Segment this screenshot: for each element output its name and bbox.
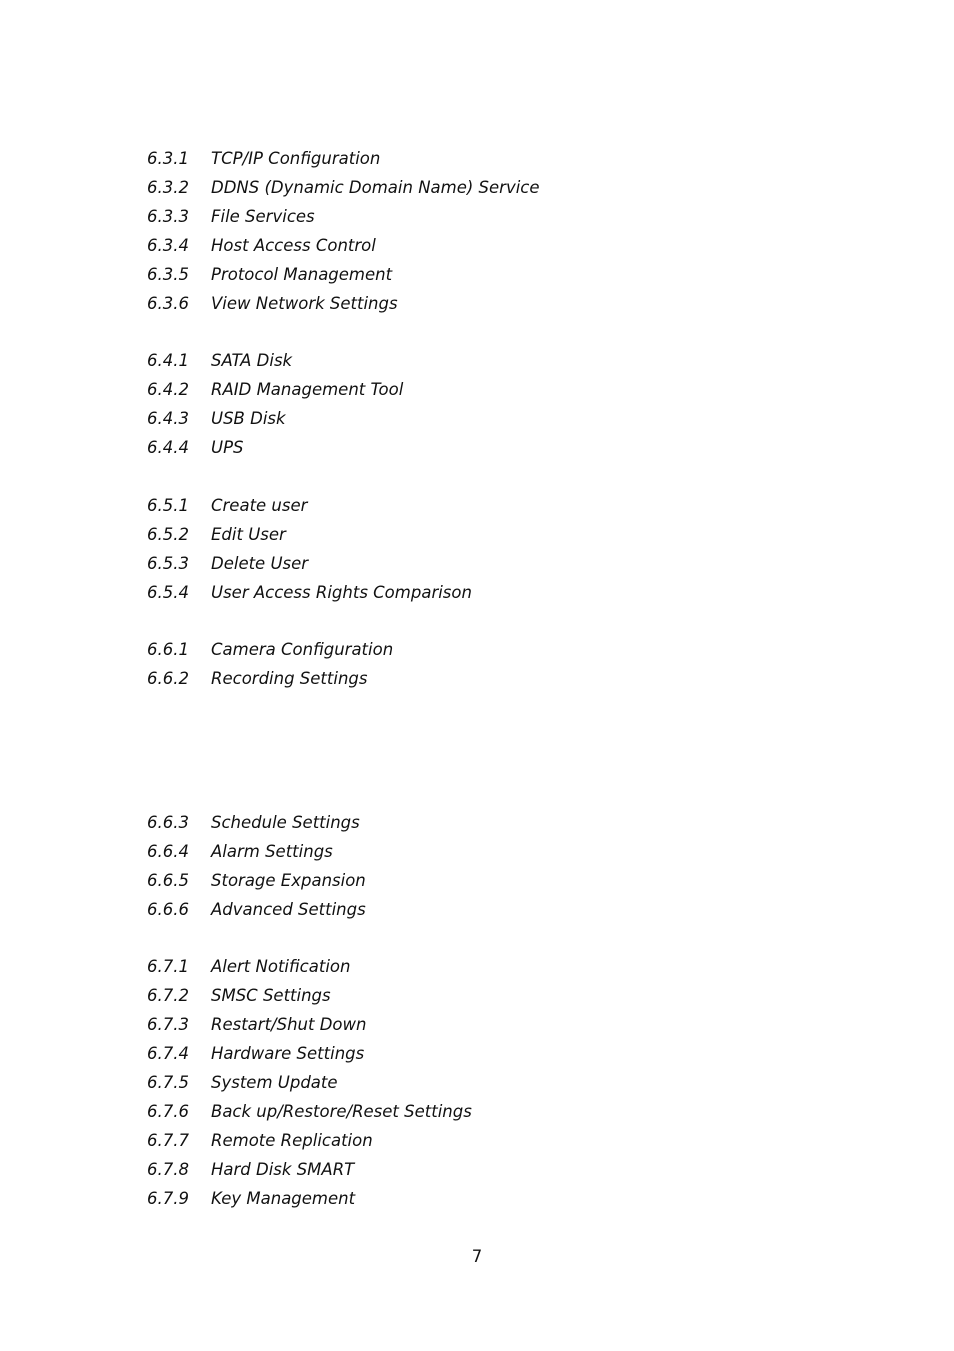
toc-entry-title: User Access Rights Comparison bbox=[211, 583, 472, 602]
toc-entry-title: Back up/Restore/Reset Settings bbox=[211, 1102, 472, 1121]
toc-entry bbox=[147, 1155, 472, 1184]
toc-entry-title: USB Disk bbox=[211, 409, 286, 428]
toc-entry-title: File Services bbox=[211, 207, 315, 226]
toc-entry bbox=[147, 664, 393, 693]
toc-entry-number: 6.4.4 bbox=[147, 438, 189, 457]
toc-entry-title: Host Access Control bbox=[211, 236, 376, 255]
toc-entry-number: 6.6.2 bbox=[147, 669, 189, 688]
toc-entry bbox=[147, 491, 472, 520]
toc-entry bbox=[147, 202, 540, 231]
toc-entry-title: Restart/Shut Down bbox=[211, 1015, 367, 1034]
toc-entry-title: Delete User bbox=[211, 554, 309, 573]
toc-group-6-3 bbox=[147, 144, 540, 318]
toc-entry-number: 6.6.6 bbox=[147, 900, 189, 919]
toc-entry-number: 6.3.2 bbox=[147, 178, 189, 197]
toc-entry-number: 6.3.6 bbox=[147, 294, 189, 313]
toc-entry bbox=[147, 346, 403, 375]
toc-entry bbox=[147, 895, 366, 924]
toc-entry-title: Key Management bbox=[211, 1189, 356, 1208]
toc-entry bbox=[147, 231, 540, 260]
toc-entry-title: Advanced Settings bbox=[211, 900, 366, 919]
toc-entry-number: 6.5.1 bbox=[147, 496, 189, 515]
toc-group-6-4 bbox=[147, 346, 403, 462]
toc-entry-number: 6.6.4 bbox=[147, 842, 189, 861]
toc-entry-number: 6.5.3 bbox=[147, 554, 189, 573]
toc-entry bbox=[147, 404, 403, 433]
toc-entry-title: Hardware Settings bbox=[211, 1044, 365, 1063]
toc-entry-title: SATA Disk bbox=[211, 351, 293, 370]
toc-entry-title: Create user bbox=[211, 496, 308, 515]
toc-entry-title: Schedule Settings bbox=[211, 813, 360, 832]
toc-entry bbox=[147, 808, 366, 837]
toc-entry-number: 6.5.4 bbox=[147, 583, 189, 602]
toc-entry-title: Alert Notification bbox=[211, 957, 351, 976]
toc-entry bbox=[147, 520, 472, 549]
toc-entry-title: Edit User bbox=[211, 525, 286, 544]
toc-entry-title: UPS bbox=[211, 438, 244, 457]
toc-entry-title: Alarm Settings bbox=[211, 842, 333, 861]
toc-entry-number: 6.6.1 bbox=[147, 640, 189, 659]
toc-group-6-7 bbox=[147, 952, 472, 1213]
toc-entry-number: 6.4.3 bbox=[147, 409, 189, 428]
toc-entry-number: 6.7.6 bbox=[147, 1102, 189, 1121]
toc-entry-title: Hard Disk SMART bbox=[211, 1160, 355, 1179]
toc-entry-number: 6.7.4 bbox=[147, 1044, 189, 1063]
toc-entry-number: 6.7.7 bbox=[147, 1131, 189, 1150]
toc-entry-number: 6.3.1 bbox=[147, 149, 189, 168]
page-number: 7 bbox=[471, 1247, 483, 1266]
toc-entry bbox=[147, 549, 472, 578]
toc-entry-title: Remote Replication bbox=[211, 1131, 373, 1150]
toc-entry-title: Storage Expansion bbox=[211, 871, 366, 890]
toc-entry bbox=[147, 837, 366, 866]
toc-entry-number: 6.7.1 bbox=[147, 957, 189, 976]
toc-entry bbox=[147, 1039, 472, 1068]
toc-entry-number: 6.7.2 bbox=[147, 986, 189, 1005]
toc-entry bbox=[147, 173, 540, 202]
toc-entry-title: SMSC Settings bbox=[211, 986, 331, 1005]
toc-entry-number: 6.7.8 bbox=[147, 1160, 189, 1179]
toc-entry-title: System Update bbox=[211, 1073, 338, 1092]
toc-entry bbox=[147, 866, 366, 895]
toc-entry-number: 6.4.1 bbox=[147, 351, 189, 370]
toc-entry-number: 6.7.5 bbox=[147, 1073, 189, 1092]
toc-entry-number: 6.7.3 bbox=[147, 1015, 189, 1034]
toc-entry-number: 6.3.5 bbox=[147, 265, 189, 284]
toc-entry bbox=[147, 433, 403, 462]
toc-entry-title: View Network Settings bbox=[211, 294, 398, 313]
toc-entry bbox=[147, 1010, 472, 1039]
toc-group-6-6a bbox=[147, 635, 393, 693]
toc-entry-number: 6.7.9 bbox=[147, 1189, 189, 1208]
toc-entry bbox=[147, 289, 540, 318]
toc-entry bbox=[147, 1068, 472, 1097]
toc-entry bbox=[147, 578, 472, 607]
toc-entry-title: RAID Management Tool bbox=[211, 380, 404, 399]
toc-entry bbox=[147, 952, 472, 981]
toc-entry-number: 6.6.5 bbox=[147, 871, 189, 890]
toc-entry bbox=[147, 1097, 472, 1126]
toc-entry-number: 6.4.2 bbox=[147, 380, 189, 399]
toc-entry bbox=[147, 375, 403, 404]
toc-entry bbox=[147, 260, 540, 289]
toc-group-6-5 bbox=[147, 491, 472, 607]
toc-entry-number: 6.5.2 bbox=[147, 525, 189, 544]
toc-entry bbox=[147, 1126, 472, 1155]
toc-entry-number: 6.3.3 bbox=[147, 207, 189, 226]
toc-entry bbox=[147, 144, 540, 173]
toc-entry-title: Recording Settings bbox=[211, 669, 368, 688]
toc-entry-title: Protocol Management bbox=[211, 265, 393, 284]
toc-entry-title: DDNS (Dynamic Domain Name) Service bbox=[211, 178, 540, 197]
toc-group-6-6b bbox=[147, 808, 366, 924]
toc-entry-title: TCP/IP Configuration bbox=[211, 149, 381, 168]
toc-entry-title: Camera Configuration bbox=[211, 640, 394, 659]
toc-entry-number: 6.3.4 bbox=[147, 236, 189, 255]
toc-entry bbox=[147, 1184, 472, 1213]
toc-entry bbox=[147, 635, 393, 664]
toc-entry-number: 6.6.3 bbox=[147, 813, 189, 832]
toc-entry bbox=[147, 981, 472, 1010]
